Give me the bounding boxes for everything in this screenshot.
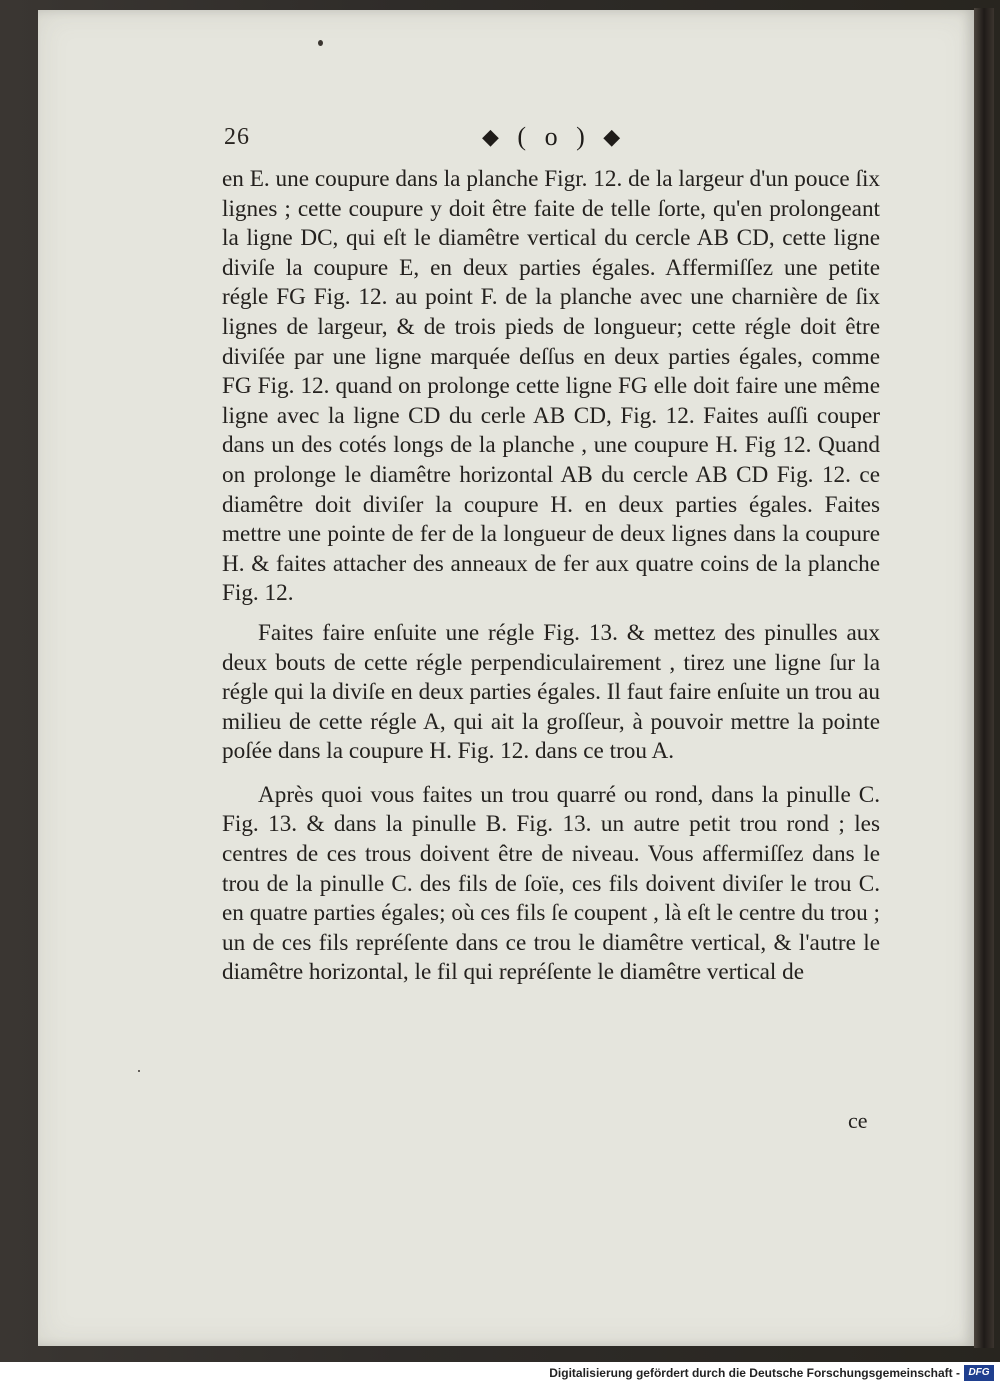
footer-bar bbox=[0, 1362, 1000, 1386]
paragraph-2: Faites faire enſuite une régle Fig. 13. & mettez des pinulles aux deux bouts de cette régle perpendiculairement , tirez une ligne ſur la régle qui la diviſe en deux parties égales. Il faut faire enſuite un trou au milieu de cette régle A, qui ait la groſſeur, à pouvoir mettre la pointe poſée dans la coupure H. Fig. 12. dans ce trou A. bbox=[222, 619, 880, 765]
funding-credit: Digitalisierung gefördert durch die Deutsche Forschungsgemeinschaft - bbox=[549, 1366, 960, 1380]
paragraph-3: Après quoi vous faites un trou quarré ou rond, dans la pinulle C. Fig. 13. & dans la pinulle B. Fig. 13. un autre petit trou rond ; les centres de ces trous doivent être de niveau. Vous affermiſſez dans le trou de la pinulle C. des fils de ſoïe, ces fils doivent diviſer le trou C. en quatre parties égales; où ces fils ſe coupent , là eſt le centre du trou ; un de ces fils repréſente dans ce trou le diamêtre vertical, & l'autre le diamêtre horizontal, le fil qui repréſente le diamêtre vertical de bbox=[222, 781, 880, 986]
catchword: ce bbox=[848, 1108, 868, 1133]
page-number: 26 bbox=[224, 124, 250, 150]
ink-speck bbox=[318, 40, 323, 46]
page-header bbox=[224, 122, 884, 158]
paragraph-1: en E. une coupure dans la planche Figr. 12. de la largeur d'un pouce ſix lignes ; cette coupure y doit être faite de telle ſorte, qu'en prolongeant la ligne DC, qui eſt le diamêtre vertical du cercle AB CD, cette ligne diviſe la coupure E, en deux parties égales. Affermiſſez une petite régle FG Fig. 12. au point F. de la planche avec une charnière de ſix lignes de largeur, & de trois pieds de longueur; cette régle doit être diviſée par une ligne marquée deſſus en deux parties égales, comme FG Fig. 12. quand on prolonge cette ligne FG elle doit faire une même ligne avec la ligne CD du cerle AB CD, Fig. 12. Faites auſſi couper dans un des cotés longs de la planche , une coupure H. Fig 12. Quand on prolonge le diamêtre horizontal AB du cercle AB CD Fig. 12. ce diamêtre doit diviſer la coupure H. en deux parties égales. Faites mettre une pointe de fer de la longueur de deux lignes dans la coupure H. & faites attacher des anneaux de fer aux quatre coins de la planche Fig. 12. bbox=[222, 166, 880, 607]
dfg-logo-icon: DFG bbox=[964, 1365, 994, 1381]
ornament-center: ( o ) bbox=[517, 122, 591, 151]
body-text bbox=[222, 165, 880, 988]
book-edge bbox=[974, 8, 994, 1348]
diamond-ornament-icon: ◆ bbox=[603, 124, 627, 149]
header-ornament bbox=[482, 122, 626, 152]
ink-speck bbox=[138, 1070, 140, 1072]
diamond-ornament-icon: ◆ bbox=[482, 124, 505, 149]
